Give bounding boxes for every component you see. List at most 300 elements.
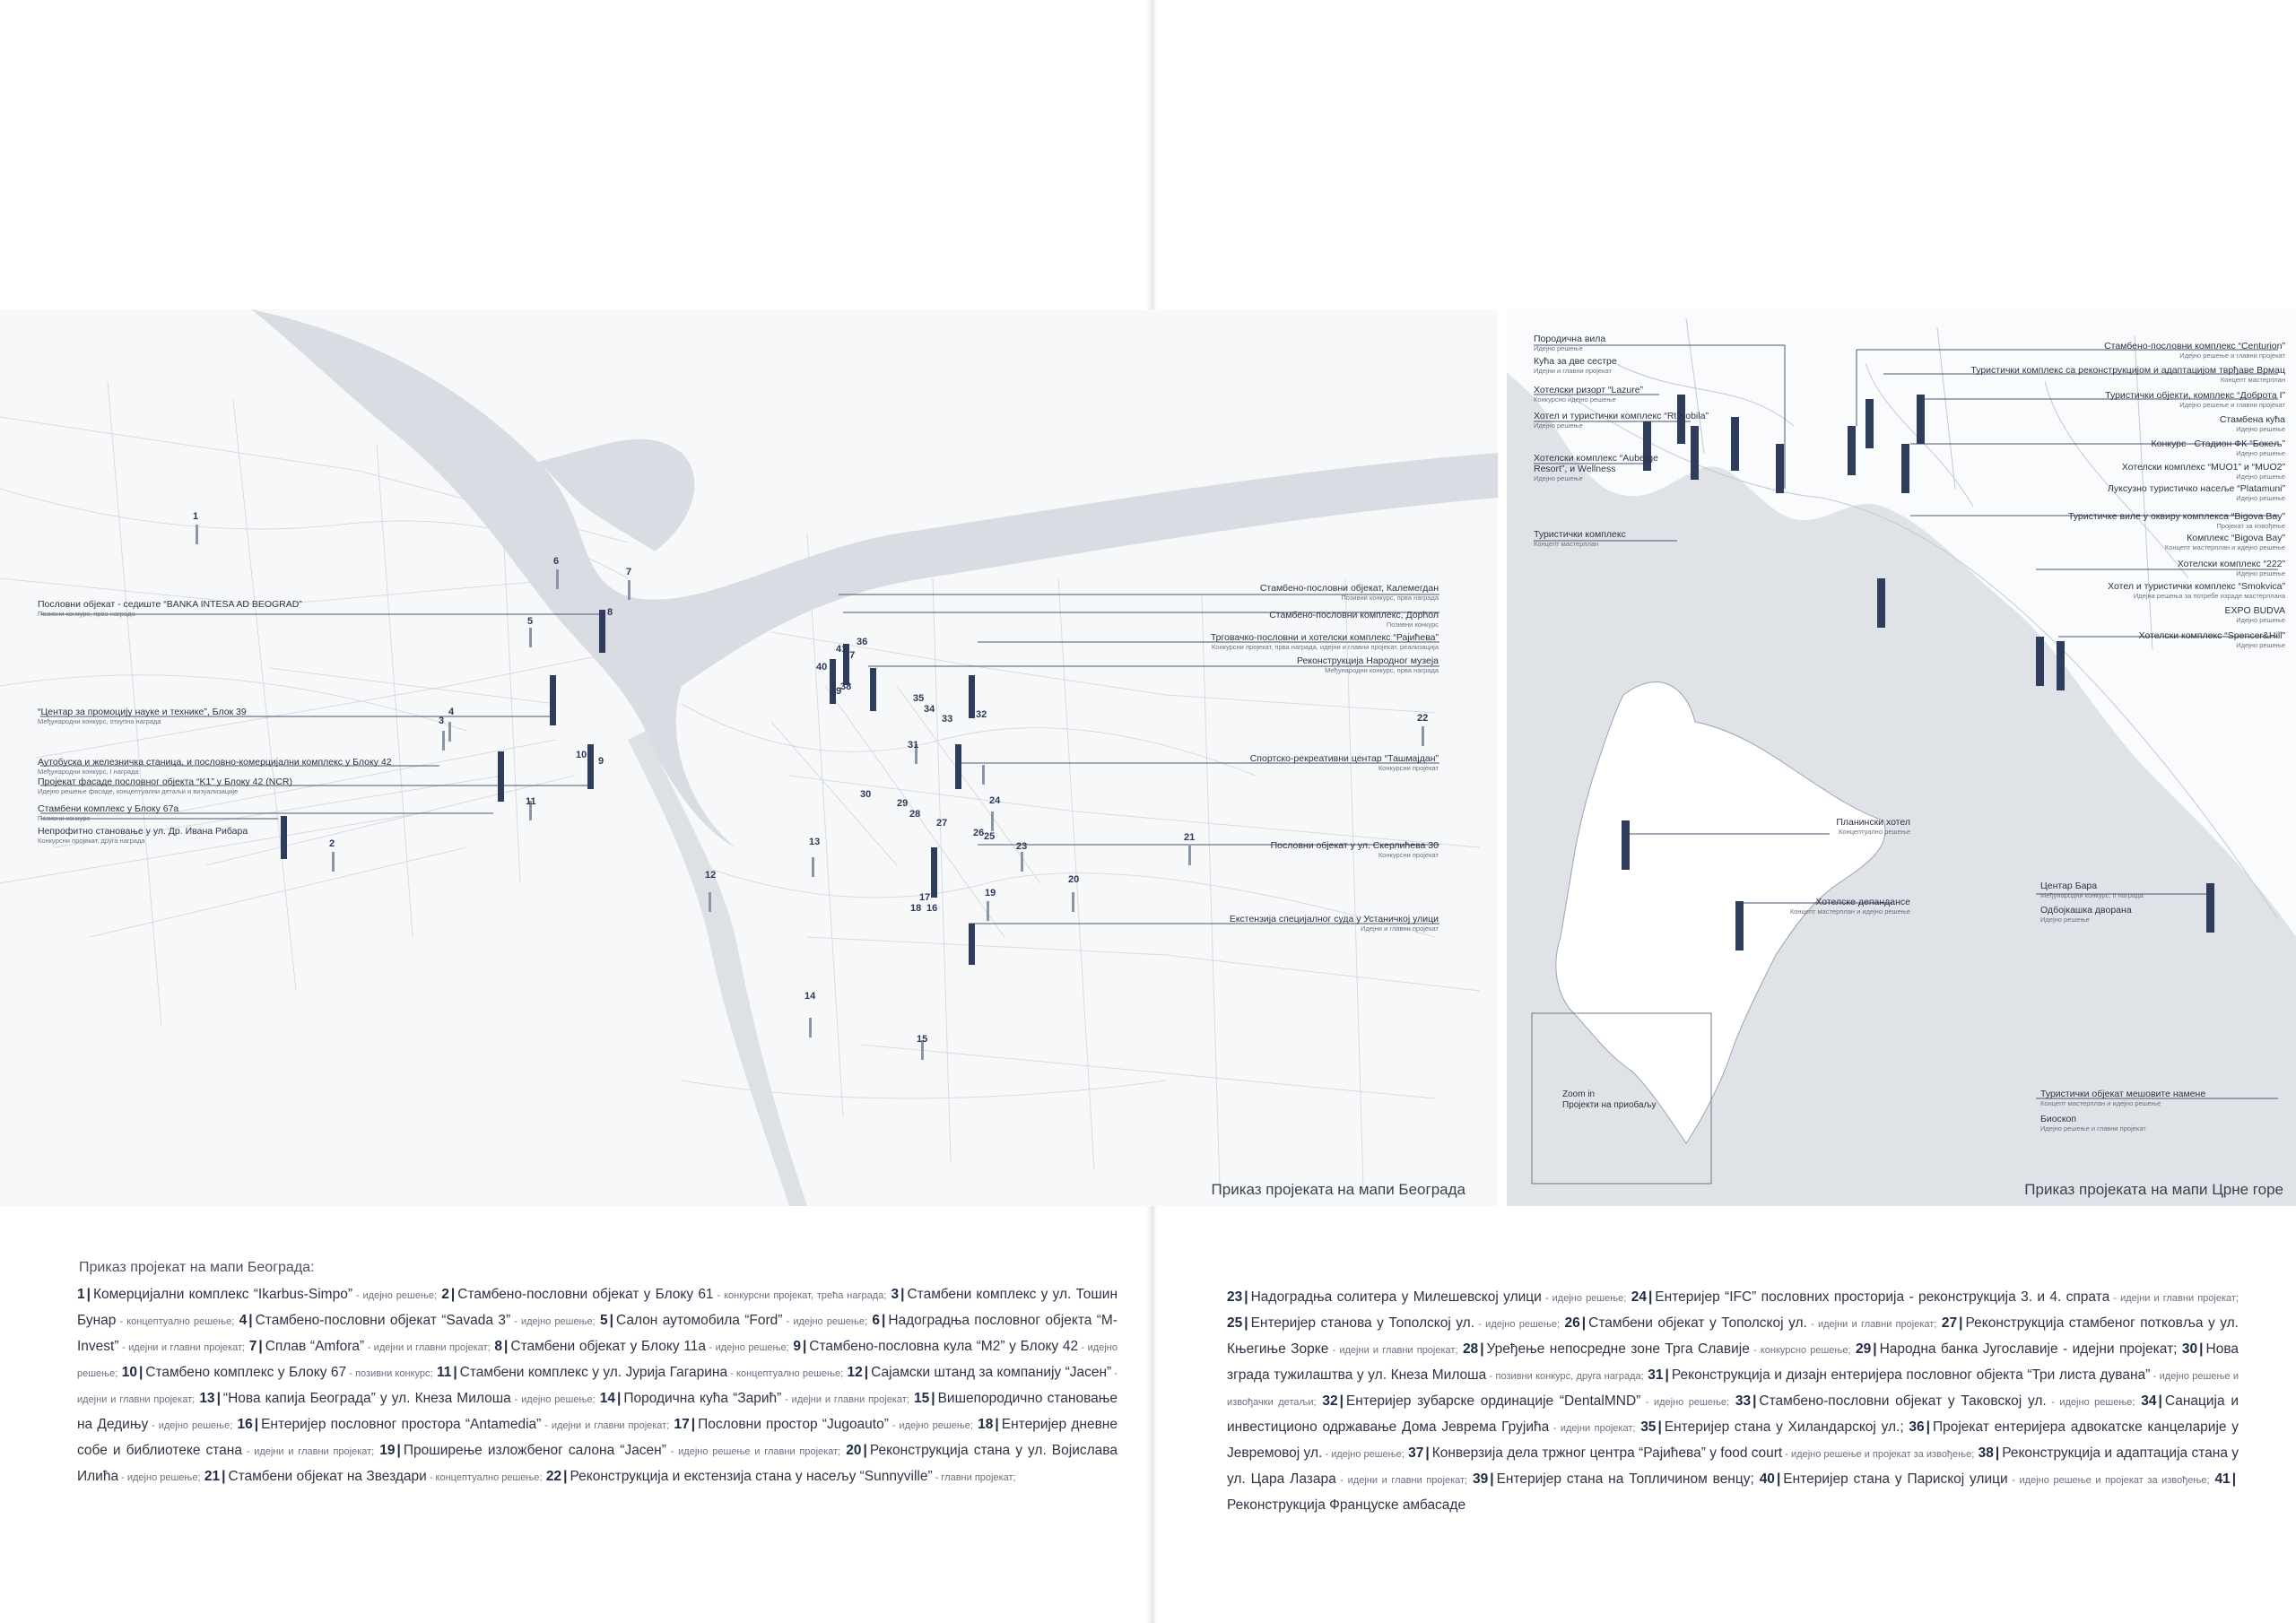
- legend-text: Пословни простор “Jugoauto”: [698, 1417, 889, 1432]
- legend-number: 4: [239, 1313, 248, 1328]
- legend-text: Ентеријер “IFC” пословних просторија - реконструкција 3. и 4. спрата: [1655, 1289, 2110, 1305]
- legend-number: 30: [2181, 1341, 2198, 1357]
- mn-label-kobila: Хотел и туристички комплекс “Rt Kobila” Идејно решење: [1534, 411, 1709, 430]
- map-pin: [987, 901, 989, 921]
- legend-item: [1463, 1341, 1851, 1357]
- legend-number: 24: [1631, 1289, 1647, 1305]
- bg-label-rajiceva: Трговачко-пословни и хотелски комплекс “Рајићева” Конкурсни пројекат, прва награда, идејни и главни пројекат, реализација: [1210, 632, 1439, 651]
- legend-text: Надоградња пословног објекта “M-Invest”: [77, 1313, 1118, 1354]
- bg-label-blok67a: Стамбени комплекс у Блоку 67а Позивни конкурс: [38, 803, 179, 822]
- map-pin: [332, 852, 335, 872]
- legend-separator: |: [864, 1365, 869, 1380]
- legend-separator: |: [881, 1313, 886, 1328]
- map-pin: [529, 628, 532, 647]
- map-number: 39: [831, 686, 842, 697]
- legend-number: 26: [1564, 1315, 1580, 1331]
- legend-text: Стамбени објекат у Тополској ул.: [1588, 1315, 1807, 1331]
- map-number: 36: [857, 637, 868, 647]
- map-number: 11: [526, 796, 536, 807]
- mn-label-lazure: Хотелски ризорт “Lazure” Конкурсно идејно решење: [1534, 385, 1644, 404]
- map-pin: [982, 765, 985, 785]
- map-pin: [587, 744, 594, 789]
- legend-status: - идејно решење;: [77, 1342, 1118, 1379]
- legend-left: [77, 1282, 1118, 1490]
- map-pin: [442, 731, 445, 751]
- legend-text: Стамбено-пословни објекат у Таковској ул.: [1759, 1393, 2047, 1409]
- legend-text: Вишепородично становање на Дедињу: [77, 1391, 1118, 1432]
- mn-label-mountain-hotel: Планински хотел Концептуално решење: [1836, 817, 1910, 836]
- map-number: 38: [840, 681, 852, 692]
- legend-number: 13: [199, 1391, 215, 1406]
- legend-number: 10: [121, 1365, 137, 1380]
- legend-number: 9: [793, 1339, 801, 1354]
- legend-number: 19: [379, 1443, 396, 1458]
- legend-text: Реконструкција Француске амбасаде: [1227, 1497, 1466, 1513]
- legend-separator: |: [248, 1313, 253, 1328]
- map-number: 22: [1417, 713, 1429, 724]
- legend-item: [441, 1287, 886, 1302]
- legend-separator: |: [453, 1365, 457, 1380]
- legend-status: - идејно решење;: [706, 1342, 789, 1353]
- montenegro-map-caption: Приказ пројеката на мапи Црне горе: [2024, 1181, 2283, 1198]
- legend-status: - идејни и главни пројекат;: [541, 1420, 670, 1431]
- map-number: 9: [598, 756, 604, 767]
- legend-number: 1: [77, 1287, 85, 1302]
- legend-text: Ентеријер станова у Тополској ул.: [1250, 1315, 1475, 1331]
- map-pin: [448, 722, 451, 742]
- legend-separator: |: [222, 1469, 226, 1484]
- map-pin: [498, 751, 504, 802]
- legend-number: 37: [1408, 1445, 1424, 1461]
- mn-label-mixed-use: Туристички објекат мешовите намене Концепт мастерплан и идејно решење: [2040, 1089, 2206, 1107]
- mn-label-bigova: Комплекс “Bigova Bay” Концепт мастерплан и идејно решење: [2164, 533, 2285, 551]
- legend-separator: |: [1581, 1315, 1587, 1331]
- map-number: 1: [193, 511, 199, 522]
- legend-status: - идејни и главни пројекат;: [364, 1342, 491, 1353]
- legend-separator: |: [1959, 1315, 1963, 1331]
- legend-separator: |: [1776, 1471, 1781, 1487]
- bg-label-skerliceva: Пословни објекат у ул. Скерлићева 30 Конкурсни пројекат: [1270, 840, 1439, 859]
- map-pin: [969, 924, 975, 965]
- map-pin: [931, 847, 937, 898]
- legend-separator: |: [2231, 1471, 2237, 1487]
- legend-status: - идејно решење и извођачки детаљи;: [1227, 1371, 2239, 1408]
- legend-item: [237, 1417, 669, 1432]
- zoom-caption: Zoom in Пројекти на приобаљу: [1562, 1089, 1657, 1110]
- mn-label-tourist: Туристички комплекс Концепт мастерплан: [1534, 529, 1626, 548]
- legend-number: 41: [2214, 1471, 2231, 1487]
- legend-status: - идејни и главни пројекат;: [241, 1446, 375, 1457]
- bg-label-tasmajdan: Спортско-рекреативни центар “Ташмајдан” Конкурсни пројекат: [1249, 753, 1439, 772]
- bg-label-court: Екстензија специјалног суда у Устаничкој улици Идејни и главни пројекат: [1229, 914, 1439, 933]
- map-number: 12: [705, 870, 717, 881]
- bg-label-k1: Пројекат фасаде пословног објекта “K1” у Блоку 42 (NCR) Идејно решење фасаде, концептуални детаљи и визуализације: [38, 777, 293, 795]
- legend-text: Реконструкција и дизајн ентеријера пословног објекта “Три листа дувана”: [1671, 1367, 2151, 1383]
- legend-text: Реконструкција и адаптација стана у ул. Цара Лазара: [1227, 1445, 2239, 1487]
- legend-text: Комерцијални комплекс “Ikarbus-Simpo”: [92, 1287, 352, 1302]
- montenegro-map: [1507, 309, 2296, 1206]
- legend-number: 6: [872, 1313, 880, 1328]
- legend-separator: |: [1244, 1315, 1248, 1331]
- legend-status: - позивни конкурс;: [346, 1368, 433, 1379]
- map-pin: [1776, 444, 1784, 493]
- mn-label-spencer: Хотелски комплекс “Spencer&Hill” Идејно решење: [2138, 630, 2285, 649]
- legend-text: Ентеријер зубарске ординације “DentalMND”: [1345, 1393, 1641, 1409]
- legend-separator: |: [691, 1417, 696, 1432]
- sava-river: [628, 731, 807, 1206]
- legend-item: [239, 1313, 596, 1328]
- map-number: 34: [924, 704, 935, 715]
- mn-label-bokelj: Конкурс - Стадион ФК “Бокељ” Идејно решење: [2151, 438, 2285, 457]
- map-pin: [1622, 820, 1630, 870]
- legend-separator: |: [138, 1365, 144, 1380]
- legend-status: - идејно решење;: [352, 1290, 438, 1301]
- legend-item: [1473, 1471, 1754, 1487]
- legend-number: 29: [1855, 1341, 1872, 1357]
- legend-item: [1735, 1393, 2135, 1409]
- map-number: 27: [936, 818, 948, 829]
- legend-right: [1227, 1285, 2239, 1517]
- legend-separator: |: [563, 1469, 568, 1484]
- legend-number: 21: [204, 1469, 221, 1484]
- legend-number: 31: [1648, 1367, 1664, 1383]
- legend-text: Ентеријер пословног простора “Antamedia”: [261, 1417, 542, 1432]
- legend-number: 25: [1227, 1315, 1243, 1331]
- legend-item: [379, 1443, 840, 1458]
- legend-separator: |: [258, 1339, 263, 1354]
- legend-item: [674, 1417, 973, 1432]
- legend-number: 8: [494, 1339, 503, 1354]
- map-number: 26: [973, 828, 985, 838]
- map-pin: [1866, 399, 1874, 448]
- legend-separator: |: [1873, 1341, 1877, 1357]
- legend-status: - идејно решење;: [888, 1420, 973, 1431]
- legend-item: [122, 1365, 433, 1380]
- legend-text: Стамбено-пословна кула “M2” у Блоку 42: [809, 1339, 1079, 1354]
- legend-status: - идејни и главни пројекат;: [118, 1342, 246, 1353]
- legend-number: 28: [1462, 1341, 1479, 1357]
- legend-separator: |: [1339, 1393, 1344, 1409]
- legend-number: 40: [1759, 1471, 1775, 1487]
- map-number: 14: [804, 991, 816, 1002]
- mn-label-bar-centre: Центар Бара Међународни конкурс, II награда: [2040, 881, 2144, 899]
- legend-number: 39: [1472, 1471, 1489, 1487]
- map-pin: [1422, 726, 1424, 746]
- map-number: 20: [1068, 874, 1080, 885]
- map-number: 3: [439, 716, 445, 726]
- legend-item: [1227, 1289, 1626, 1305]
- map-number: 37: [844, 650, 856, 661]
- map-number: 7: [626, 567, 632, 577]
- legend-text: Реконструкција стана у ул. Војислава Илића: [77, 1443, 1118, 1484]
- legend-status: - идејни и главни пројекат;: [1335, 1475, 1468, 1486]
- map-number: 17: [919, 892, 931, 903]
- mn-label-bigova-villas: Туристичке виле у оквиру комплекса “Bigova Bay” Пројекат за извођење: [2067, 511, 2285, 530]
- map-number: 2: [329, 838, 335, 849]
- mn-label-muo: Хотелски комплекс “MUO1” и “MUO2” Идејно решење: [2121, 462, 2285, 481]
- legend-number: 32: [1322, 1393, 1338, 1409]
- map-number: 33: [942, 714, 953, 725]
- map-number: 13: [809, 837, 821, 847]
- mn-label-vrmac: Туристички комплекс са реконструкцијом и адаптацијом тврђаве Врмац Концепт мастерплан: [1970, 365, 2285, 384]
- legend-number: 5: [600, 1313, 608, 1328]
- map-pin: [870, 668, 876, 711]
- map-number: 5: [527, 616, 534, 627]
- mn-label-dobrota: Туристички објекти, комплекс “Доброта I” Идејно решење и главни пројекат: [2105, 390, 2285, 409]
- mn-label-platamuni: Луксузно туристичко насеље “Platamuni” Идејно решење: [2107, 483, 2285, 502]
- mn-label-volleyball: Одбојкашка дворана Идејно решење: [2040, 905, 2132, 924]
- map-number: 35: [913, 693, 925, 704]
- legend-separator: |: [1752, 1393, 1757, 1409]
- legend-text: Стамбено-пословни објекат “Savada 3”: [255, 1313, 511, 1328]
- mn-label-auberge: Хотелски комплекс “Auberge Resort”, и Wellness Идејно решење: [1534, 453, 1658, 482]
- legend-separator: |: [995, 1417, 999, 1432]
- legend-number: 15: [913, 1391, 930, 1406]
- legend-status: - идејно решење;: [1640, 1397, 1730, 1408]
- map-pin: [1691, 426, 1699, 480]
- map-pin: [830, 659, 836, 704]
- legend-item: [546, 1469, 1016, 1484]
- legend-status: - главни пројекат;: [932, 1472, 1016, 1483]
- legend-number: 38: [1978, 1445, 1994, 1461]
- legend-number: 12: [847, 1365, 863, 1380]
- legend-text: Нова зграда тужилаштва у ул. Кнеза Милоша: [1227, 1341, 2239, 1383]
- legend-number: 7: [248, 1339, 257, 1354]
- legend-separator: |: [802, 1339, 807, 1354]
- legend-separator: |: [254, 1417, 259, 1432]
- legend-separator: |: [616, 1391, 622, 1406]
- mn-label-cinema: Биоскоп Идејно решење и главни пројекат: [2040, 1114, 2146, 1133]
- legend-status: - идејно решење;: [510, 1316, 596, 1327]
- legend-text: Сплав “Amfora”: [265, 1339, 365, 1354]
- mn-label-expo: EXPO BUDVA Идејно решење: [2224, 605, 2285, 624]
- mn-label-villa: Породична вила Идејно решење: [1534, 334, 1606, 352]
- legend-status: - идејно решење;: [1541, 1293, 1627, 1304]
- legend-text: Проширење изложбеног салона “Јасен”: [403, 1443, 666, 1458]
- legend-status: - конкурсно решење;: [1749, 1345, 1851, 1356]
- legend-status: - идејно решење;: [148, 1420, 233, 1431]
- legend-status: - позивни конкурс, друга награда;: [1486, 1371, 1644, 1382]
- legend-number: 17: [674, 1417, 690, 1432]
- legend-status: - концептуално решење;: [727, 1368, 844, 1379]
- legend-text: Стамбени комплекс у ул. Јурија Гагарина: [459, 1365, 728, 1380]
- map-number: 24: [989, 795, 1001, 806]
- map-number: 10: [576, 750, 587, 760]
- map-number: 30: [860, 789, 872, 800]
- legend-item: [1631, 1289, 2239, 1305]
- legend-text: Ентеријер стана у Хиландарској ул.;: [1664, 1419, 1904, 1435]
- map-pin: [599, 610, 605, 653]
- legend-number: 35: [1640, 1419, 1657, 1435]
- legend-separator: |: [1490, 1471, 1494, 1487]
- map-pin: [969, 675, 975, 718]
- legend-text: Сајамски штанд за компанију “Јасен”: [871, 1365, 1112, 1380]
- map-number: 15: [917, 1034, 928, 1045]
- legend-separator: |: [1244, 1289, 1248, 1305]
- map-pin: [2206, 883, 2214, 933]
- legend-status: - идејно решење;: [2046, 1397, 2135, 1408]
- legend-text: Стамбени комплекс у ул. Тошин Бунар: [77, 1287, 1118, 1328]
- legend-separator: |: [1480, 1341, 1484, 1357]
- map-pin: [1735, 901, 1744, 950]
- map-pin: [709, 892, 711, 912]
- belgrade-map-caption: Приказ пројеката на мапи Београда: [1211, 1181, 1465, 1198]
- map-number: 28: [909, 809, 921, 820]
- map-pin: [955, 744, 961, 789]
- map-number: 23: [1016, 841, 1028, 852]
- legend-text: Реконструкција и екстензија стана у насељу “Sunnyville”: [570, 1469, 933, 1484]
- legend-separator: |: [216, 1391, 221, 1406]
- legend-separator: |: [86, 1287, 91, 1302]
- legend-status: - концептуално решење;: [116, 1316, 235, 1327]
- map-pin: [1072, 892, 1074, 912]
- bg-label-intesa: Пословни објекат - седиште “BANKA INTESA AD BEOGRAD” Позивни конкурс, прва награда: [38, 599, 302, 618]
- legend-status: - идејно решење и пројекат за извођење;: [2007, 1475, 2210, 1486]
- legend-separator: |: [450, 1287, 456, 1302]
- legend-separator: |: [609, 1313, 613, 1328]
- legend-item: [1760, 1471, 2210, 1487]
- belgrade-map: [0, 309, 1498, 1206]
- legend-text: Надоградња солитера у Милешевској улици: [1250, 1289, 1542, 1305]
- legend-status: - идејни и главни пројекат;: [77, 1368, 1118, 1405]
- legend-separator: |: [1926, 1419, 1930, 1435]
- legend-number: 33: [1735, 1393, 1752, 1409]
- map-pin: [1731, 417, 1739, 471]
- legend-separator: |: [504, 1339, 509, 1354]
- bg-label-station: Аутобуска и железничка станица, и пословно-комерцијални комплекс у Блоку 42 Међународни конкурс, I награда: [38, 757, 392, 776]
- legend-item: [494, 1339, 788, 1354]
- legend-separator: |: [900, 1287, 905, 1302]
- bg-label-ribar: Непрофитно становање у ул. Др. Ивана Рибара Конкурсни пројекат, друга награда: [38, 826, 248, 845]
- map-pin: [1917, 395, 1925, 444]
- legend-text: Народна банка Југославије - идејни пројекат;: [1879, 1341, 2178, 1357]
- map-pin: [196, 525, 198, 544]
- map-pin: [556, 569, 559, 589]
- legend-item: [1856, 1341, 2178, 1357]
- mn-label-dependance: Хотелске депандансе Концепт мастерплан и идејно решење: [1789, 897, 1910, 916]
- map-number: 25: [984, 831, 996, 842]
- legend-text: Конверзија дела тржног центра “Рајићева” у food court: [1431, 1445, 1783, 1461]
- legend-text: Породична кућа “Зарић”: [623, 1391, 782, 1406]
- legend-separator: |: [863, 1443, 867, 1458]
- map-pin: [1848, 426, 1856, 475]
- legend-text: Пројекат ентеријера адвокатске канцеларије у Јевремовој ул.: [1227, 1419, 2239, 1461]
- legend-item: [249, 1339, 491, 1354]
- legend-separator: |: [1425, 1445, 1430, 1461]
- map-pin: [1901, 444, 1909, 493]
- map-pin: [281, 816, 287, 859]
- map-pin: [628, 580, 631, 600]
- mn-label-222: Хотелски комплекс “222” Идејно решење: [2177, 559, 2285, 577]
- legend-item: [1640, 1419, 1903, 1435]
- bg-label-dorcol: Стамбено-пословни комплекс, Дорћол Позивни конкурс: [1269, 610, 1439, 629]
- map-number: 18: [910, 903, 922, 914]
- map-number: 29: [897, 798, 909, 809]
- legend-text: “Нова капија Београда” у ул. Кнеза Милоша: [222, 1391, 511, 1406]
- legend-status: - идејно решење;: [510, 1394, 596, 1405]
- legend-status: - идејно решење и пројекат за извођење;: [1782, 1449, 1975, 1460]
- legend-text: Санација и инвестиционо одржавање Дома Јеврема Грујића: [1227, 1393, 2239, 1435]
- map-number: 31: [908, 740, 919, 751]
- legend-separator: |: [1665, 1367, 1669, 1383]
- legend-item: [1227, 1315, 1560, 1331]
- legend-status: - идејни и главни пројекат;: [2109, 1293, 2239, 1304]
- legend-item: [1322, 1393, 1729, 1409]
- legend-separator: |: [1995, 1445, 2000, 1461]
- legend-text: Салон аутомобила “Ford”: [615, 1313, 783, 1328]
- legend-status: - концептуално решење;: [426, 1472, 543, 1483]
- map-pin: [1021, 852, 1023, 872]
- bg-label-museum: Реконструкција Народног музеја Међународни конкурс, прва награда: [1296, 655, 1439, 674]
- map-pin: [1877, 578, 1885, 628]
- legend-separator: |: [1648, 1289, 1653, 1305]
- map-pin: [809, 1018, 812, 1037]
- legend-status: - идејни и главни пројекат;: [1806, 1319, 1937, 1330]
- legend-item: [77, 1287, 437, 1302]
- map-pin: [2057, 641, 2065, 690]
- legend-status: - идејно решење;: [1474, 1319, 1561, 1330]
- legend-number: 18: [978, 1417, 994, 1432]
- legend-number: 14: [599, 1391, 615, 1406]
- legend-status: - идејно решење;: [118, 1472, 201, 1483]
- map-number: 19: [985, 888, 996, 898]
- legend-number: 27: [1941, 1315, 1958, 1331]
- legend-item: [1408, 1445, 1974, 1461]
- legend-separator: |: [2199, 1341, 2204, 1357]
- legend-number: 16: [237, 1417, 253, 1432]
- map-number: 41: [836, 644, 848, 655]
- legend-status: - идејни и главни пројекат;: [781, 1394, 909, 1405]
- legend-status: - идејни пројекат;: [1549, 1423, 1636, 1434]
- legend-text: Реконструкција стамбеног потковља у ул. Књегиње Зорке: [1227, 1315, 2239, 1357]
- legend-status: - идејно решење и главни пројекат;: [665, 1446, 841, 1457]
- legend-number: 34: [2141, 1393, 2157, 1409]
- mn-label-centurion: Стамбено-пословни комплекс “Centurion” Идејно решење и главни пројекат: [2104, 341, 2285, 360]
- bg-label-kalemegdan: Стамбено-пословни објекат, Калемегдан Позивни конкурс, прва награда: [1259, 583, 1439, 602]
- legend-item: [199, 1391, 595, 1406]
- legend-status: - идејно решење;: [782, 1316, 868, 1327]
- map-number: 40: [816, 662, 828, 673]
- legend-text: Стамбено комплекс у Блоку 67: [145, 1365, 347, 1380]
- legend-separator: |: [1657, 1419, 1662, 1435]
- legend-text: Стамбени објекат на Звездари: [228, 1469, 427, 1484]
- legend-number: 36: [1909, 1419, 1925, 1435]
- map-pin: [1188, 846, 1191, 865]
- legend-separator: |: [396, 1443, 401, 1458]
- legend-separator: |: [931, 1391, 935, 1406]
- legend-text: Ентеријер стана у Парискoј улици: [1783, 1471, 2008, 1487]
- legend-number: 20: [846, 1443, 862, 1458]
- legend-item: [1565, 1315, 1937, 1331]
- legend-number: 11: [436, 1365, 452, 1380]
- legend-item: [600, 1313, 867, 1328]
- map-number: 32: [976, 709, 987, 720]
- legend-number: 2: [441, 1287, 449, 1302]
- map-number: 16: [926, 903, 938, 914]
- legend-item: [437, 1365, 843, 1380]
- legend-item: [204, 1469, 543, 1484]
- bg-label-blok39: “Центар за промоцију науке и технике”, Блок 39 Међународни конкурс, откупна награда: [38, 707, 247, 725]
- legend-text: Стамбени објекат у Блоку 11а: [510, 1339, 707, 1354]
- mn-label-two-sisters: Кућа за две сестре Идејни и главни пројекат: [1534, 356, 1617, 375]
- legend-number: 22: [545, 1469, 562, 1484]
- legend-text: Стамбено-пословни објекат у Блоку 61: [457, 1287, 714, 1302]
- legend-text: Ентеријер стана на Топличином венцу;: [1496, 1471, 1754, 1487]
- map-number: 21: [1184, 832, 1196, 843]
- map-pin: [2036, 637, 2044, 686]
- legend-title: Приказ пројекат на мапи Београда:: [79, 1260, 315, 1275]
- map-pin: [812, 857, 814, 877]
